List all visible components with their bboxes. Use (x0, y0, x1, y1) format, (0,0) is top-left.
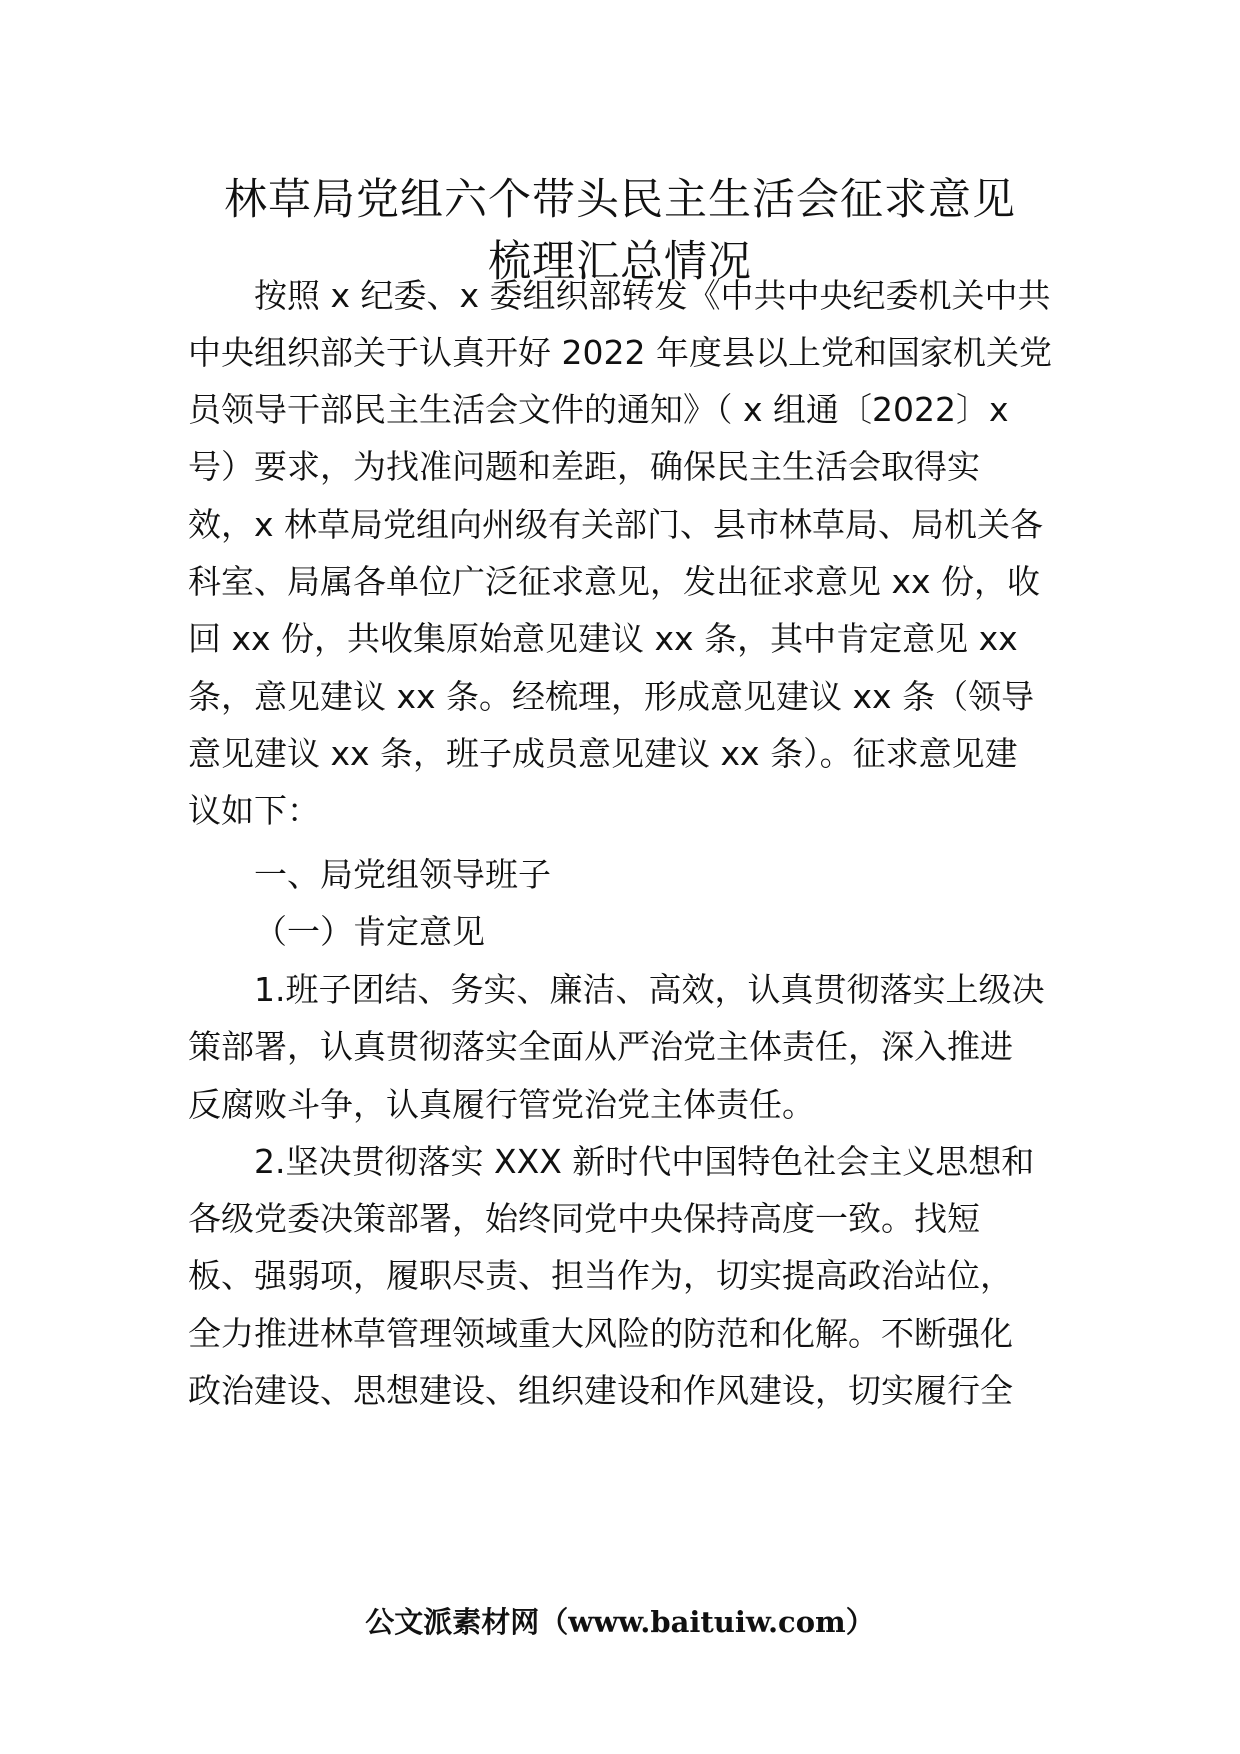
footer-watermark-text: 公文派素材网（www.baituiw.com） (365, 1605, 875, 1639)
paragraph-intro-line: 员领导干部民主生活会文件的通知》（ x 组通〔2022〕x (188, 390, 1009, 429)
list-item-line: 反腐败斗争，认真履行管党治党主体责任。 (188, 1085, 815, 1124)
paragraph-intro-line: 按照 x 纪委、x 委组织部转发《中共中央纪委机关中共 (254, 276, 1051, 315)
list-item-line: 1.班子团结、务实、廉洁、高效，认真贯彻落实上级决 (254, 970, 1045, 1009)
list-item-line: 策部署，认真贯彻落实全面从严治党主体责任，深入推进 (188, 1027, 1013, 1066)
paragraph-intro-line: 条，意见建议 xx 条。经梳理，形成意见建议 xx 条（领导 (188, 677, 1035, 716)
section-heading: 一、局党组领导班子 (254, 855, 551, 894)
paragraph-intro-line: 效，x 林草局党组向州级有关部门、县市林草局、局机关各 (188, 505, 1044, 544)
list-item-line: 板、强弱项，履职尽责、担当作为，切实提高政治站位， (188, 1256, 1013, 1295)
subsection-heading: （一）肯定意见 (254, 912, 485, 951)
list-item-line: 政治建设、思想建设、组织建设和作风建设，切实履行全 (188, 1371, 1013, 1410)
list-item-line: 全力推进林草管理领域重大风险的防范和化解。不断强化 (188, 1314, 1013, 1353)
paragraph-intro-line: 议如下： (188, 791, 320, 830)
paragraph-intro-line: 意见建议 xx 条，班子成员意见建议 xx 条）。征求意见建 (188, 734, 1018, 773)
paragraph-intro-line: 科室、局属各单位广泛征求意见，发出征求意见 xx 份，收 (188, 562, 1041, 601)
document-title-line-1: 林草局党组六个带头民主生活会征求意见 (224, 175, 1016, 225)
document-title-line-2: 梳理汇总情况 (488, 237, 752, 287)
paragraph-intro-line: 回 xx 份，共收集原始意见建议 xx 条，其中肯定意见 xx (188, 619, 1018, 658)
paragraph-intro-line: 中央组织部关于认真开好 2022 年度县以上党和国家机关党 (188, 333, 1052, 372)
paragraph-intro-line: 号）要求，为找准问题和差距，确保民主生活会取得实 (188, 447, 980, 486)
list-item-line: 2.坚决贯彻落实 XXX 新时代中国特色社会主义思想和 (254, 1142, 1035, 1181)
list-item-line: 各级党委决策部署，始终同党中央保持高度一致。找短 (188, 1199, 980, 1238)
